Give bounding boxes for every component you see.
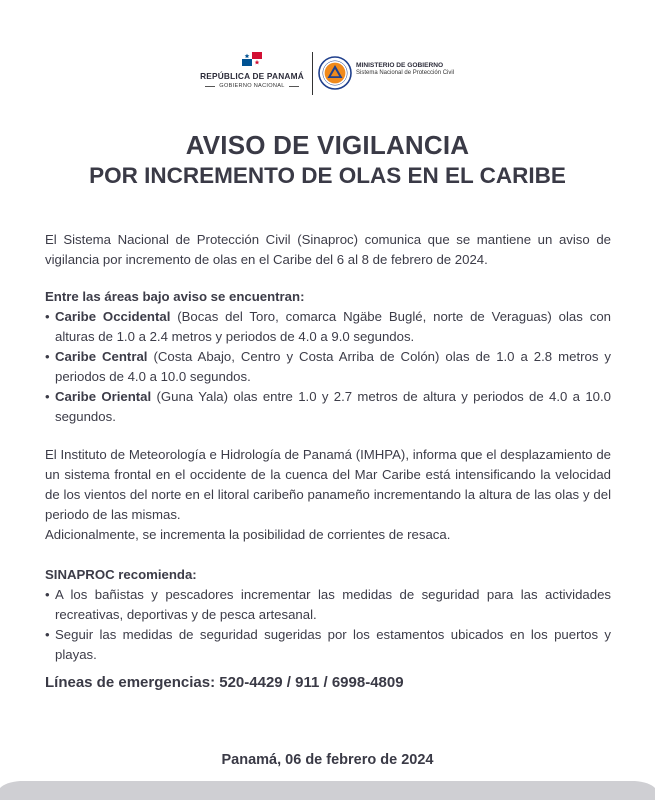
area-item: • Caribe Central (Costa Abajo, Centro y Costa Arriba de Colón) olas de 1.0 a 2.8 metros y periodos de 4.0 a 10.0 segundos.	[45, 349, 611, 384]
ministry-logo-text	[356, 62, 454, 76]
recommend-item: • Seguir las medidas de seguridad sugeridas por los estamentos ubicados en los puertos y playas.	[45, 627, 611, 662]
panama-flag-icon	[242, 52, 262, 66]
system-name: Sistema Nacional de Protección Civil	[356, 70, 455, 76]
page-subtitle: POR INCREMENTO DE OLAS EN EL CARIBE	[89, 163, 566, 188]
header-logos	[0, 52, 655, 100]
panama-government-logo	[196, 52, 308, 89]
ministry-name: MINISTERIO DE GOBIERNO	[356, 62, 444, 69]
notice-body	[45, 230, 611, 693]
additional-paragraph: Adicionalmente, se incrementa la posibilidad de corrientes de resaca.	[45, 527, 451, 542]
issue-date: Panamá, 06 de febrero de 2024	[221, 752, 434, 768]
government-label: GOBIERNO NACIONAL	[219, 83, 285, 89]
area-item: • Caribe Occidental (Bocas del Toro, comarca Ngäbe Buglé, norte de Veraguas) olas con alturas de 1.0 a 2.4 metros y periodos de 4.0 a 9.0 segundos.	[45, 309, 611, 344]
footer-wave	[0, 778, 655, 800]
logo-divider	[312, 52, 313, 95]
emergency-lines: Líneas de emergencias: 520-4429 / 911 / 6998-4809	[45, 674, 404, 691]
page-title: AVISO DE VIGILANCIA	[185, 130, 470, 160]
recommend-item: • A los bañistas y pescadores incrementar las medidas de seguridad para las actividades recreativas, deportivas y de pesca artesanal.	[45, 587, 611, 622]
republic-name: REPÚBLICA DE PANAMÁ	[200, 71, 304, 81]
areas-heading: Entre las áreas bajo aviso se encuentran:	[45, 289, 305, 304]
recommend-heading: SINAPROC recomienda:	[45, 567, 197, 582]
intro-paragraph: El Sistema Nacional de Protección Civil (Sinaproc) comunica que se mantiene un aviso de vigilancia por incremento de olas en el Caribe del 6 al 8 de febrero de 2024.	[45, 232, 611, 267]
imhpa-paragraph: El Instituto de Meteorología e Hidrología de Panamá (IMHPA), informa que el desplazamiento de un sistema frontal en el occidente de la cuenca del Mar Caribe está intensificando la velocidad de los vientos del norte en el litoral caribeño panameño incrementando la altura de las olas y del periodo de las mismas.	[45, 447, 611, 522]
area-item: • Caribe Oriental (Guna Yala) olas entre 1.0 y 2.7 metros de altura y periodos de 4.0 a 10.0 segundos.	[45, 389, 611, 424]
civil-protection-seal-icon	[318, 56, 352, 90]
